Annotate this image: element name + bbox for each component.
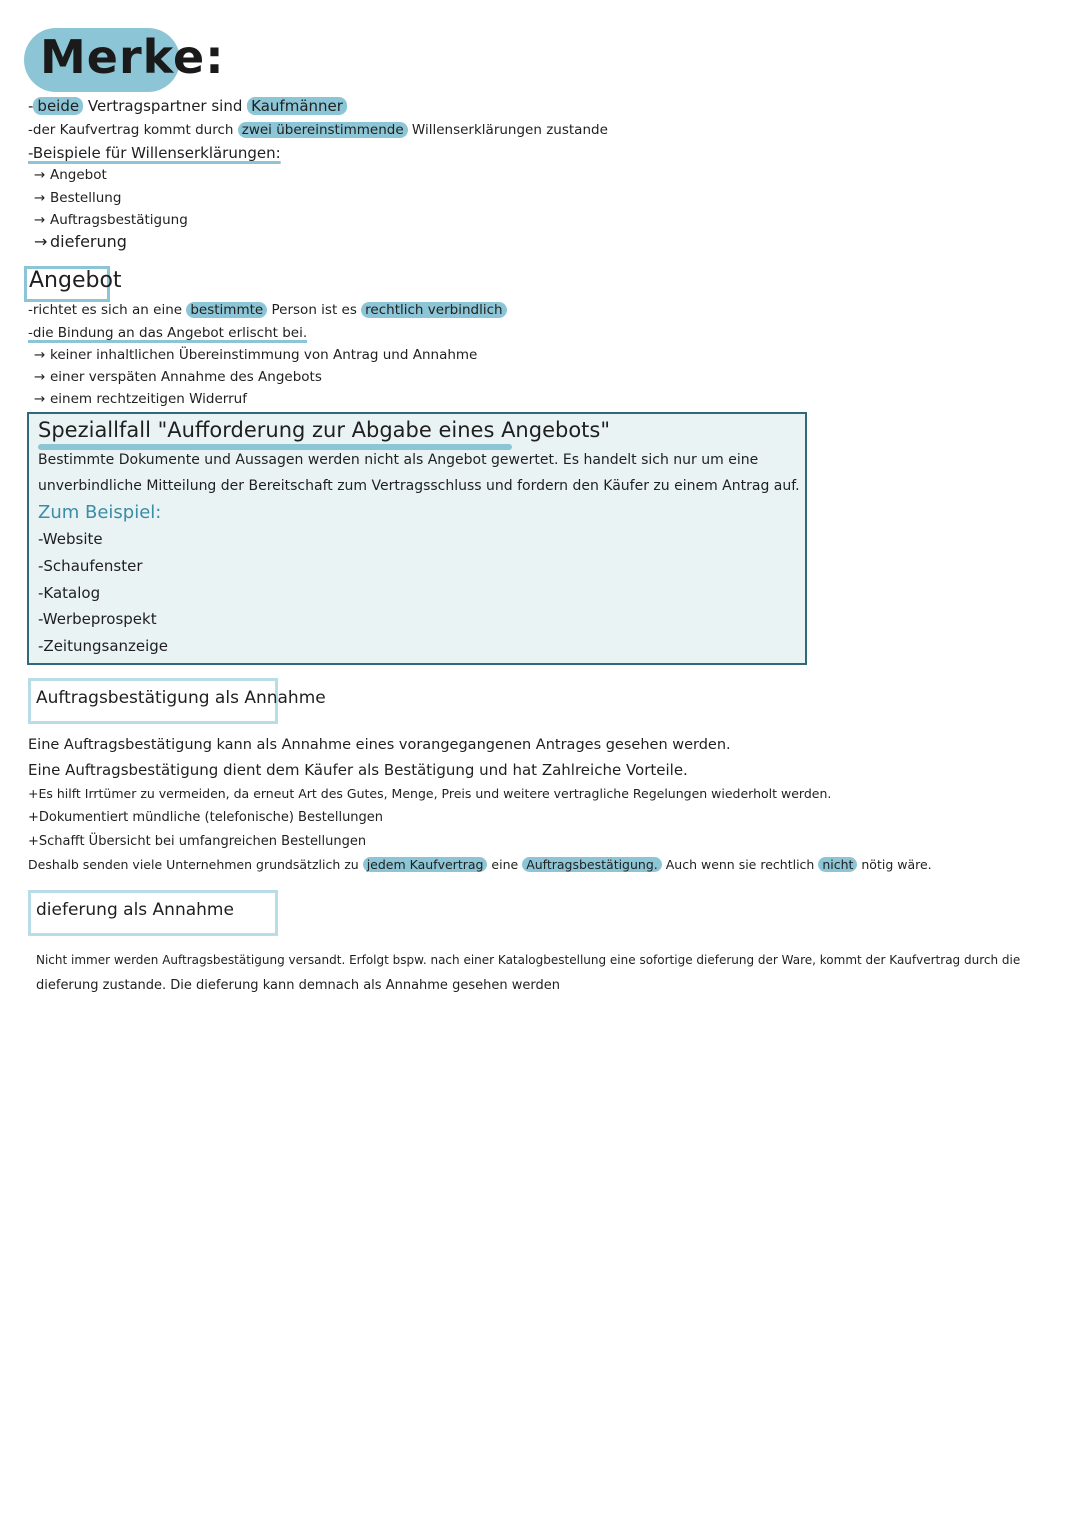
spezialfall-text-1: Bestimmte Dokumente und Aussagen werden nicht als Angebot gewertet. Es handelt sich nur um eine xyxy=(38,452,759,468)
example-item: → Auftragsbestätigung xyxy=(34,212,188,228)
angebot-line-1: -richtet es sich an eine bestimmte Person ist es rechtlich verbindlich xyxy=(28,300,507,320)
example-item: → dieferung xyxy=(34,232,127,251)
spezialfall-example: -Katalog xyxy=(38,584,101,602)
auftrag-line-1: Eine Auftragsbestätigung kann als Annahme eines vorangegangenen Antrages gesehen werden. xyxy=(28,737,731,753)
merke-line-2: -der Kaufvertrag kommt durch zwei übereinstimmende Willenserklärungen zustande xyxy=(28,122,608,138)
angebot-item: → einer verspäten Annahme des Angebots xyxy=(34,369,322,385)
spezialfall-example: -Zeitungsanzeige xyxy=(38,637,169,655)
spezialfall-example-title: Zum Beispiel: xyxy=(38,502,162,523)
auftrag-title: Auftragsbestätigung als Annahme xyxy=(36,688,326,708)
lieferung-line-2: dieferung zustande. Die dieferung kann demnach als Annahme gesehen werden xyxy=(36,978,560,993)
spezialfall-example: -Schaufenster xyxy=(38,557,143,575)
auftrag-line-5: +Schafft Übersicht bei umfangreichen Bestellungen xyxy=(28,834,367,849)
merke-line-3: -Beispiele für Willenserklärungen: xyxy=(28,144,281,162)
spezialfall-example: -Website xyxy=(38,530,103,548)
spezialfall-title: Speziallfall "Aufforderung zur Abgabe eines Angebots" xyxy=(38,418,611,442)
angebot-item: → keiner inhaltlichen Übereinstimmung von Antrag und Annahme xyxy=(34,347,478,363)
auftrag-line-2: Eine Auftragsbestätigung dient dem Käufer als Bestätigung und hat Zahlreiche Vorteile. xyxy=(28,761,688,779)
spezialfall-example: -Werbeprospekt xyxy=(38,610,157,628)
angebot-line-2: -die Bindung an das Angebot erlischt bei. xyxy=(28,325,308,341)
merke-title: Merke: xyxy=(40,30,225,84)
lieferung-line-1: Nicht immer werden Auftragsbestätigung versandt. Erfolgt bspw. nach einer Katalogbestellung eine sofortige dieferung der Ware, kommt der Kaufvertrag durch die xyxy=(36,953,1021,967)
spezialfall-text-2: unverbindliche Mitteilung der Bereitschaft zum Vertragsschluss und fordern den Käufer zu einem Antrag auf. xyxy=(38,478,800,494)
angebot-item: → einem rechtzeitigen Widerruf xyxy=(34,391,247,407)
angebot-title: Angebot xyxy=(29,268,122,293)
auftrag-line-3: +Es hilft Irrtümer zu vermeiden, da erneut Art des Gutes, Menge, Preis und weitere vertragliche Regelungen wiederholt werden. xyxy=(28,786,832,801)
lieferung-title: dieferung als Annahme xyxy=(36,900,234,920)
auftrag-line-4: +Dokumentiert mündliche (telefonische) Bestellungen xyxy=(28,810,384,825)
merke-line-1: - beide Vertragspartner sind Kaufmänner xyxy=(28,96,347,116)
auftrag-line-6: Deshalb senden viele Unternehmen grundsätzlich zu jedem Kaufvertrag eine Auftragsbestätigung. Auch wenn sie rechtlich nicht nötig wäre. xyxy=(28,857,932,872)
spezialfall-title-underline xyxy=(38,444,512,450)
example-item: → Bestellung xyxy=(34,190,122,206)
example-item: → Angebot xyxy=(34,167,107,183)
